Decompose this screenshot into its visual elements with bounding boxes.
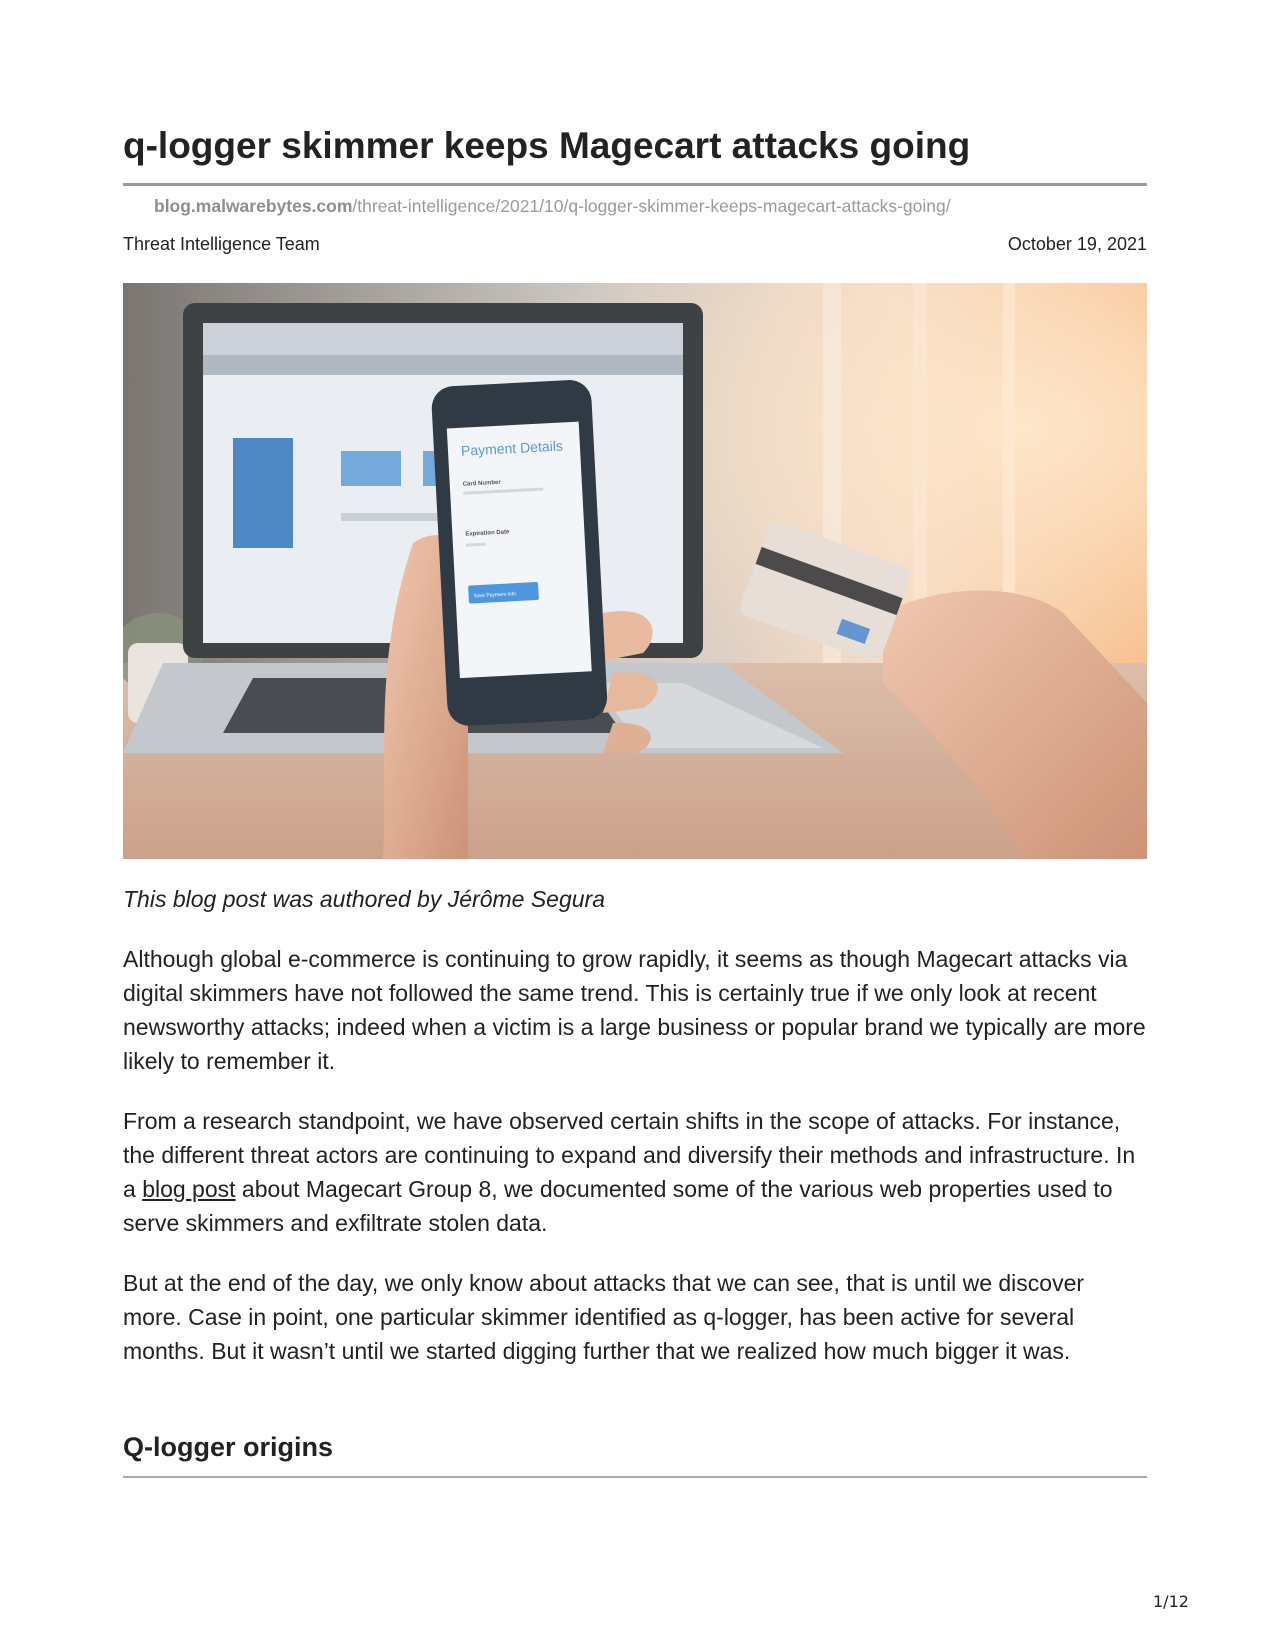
byline (123, 234, 1147, 255)
hero-image (123, 283, 1147, 859)
author-name: Threat Intelligence Team (123, 234, 320, 254)
paragraph-1: Although global e-commerce is continuing to grow rapidly, it seems as though Magecart attacks via digital skimmers have not followed the same trend. This is certainly true if we only look at recent newsworthy attacks; indeed when a victim is a large business or popular brand we typically are more likely to remember it. (123, 946, 1146, 1074)
save-payment-button-label: Save Payment Info (473, 591, 516, 600)
card-number-label: Card Number (462, 479, 501, 488)
section-heading: Q-logger origins (123, 1432, 334, 1462)
source-url[interactable] (154, 196, 951, 217)
paragraph-3: But at the end of the day, we only know about attacks that we can see, that is until we discover more. Case in point, one particular skimmer identified as q-logger, has been active for several months. But it wasn’t until we started digging further that we realized how much bigger it was. (123, 1270, 1085, 1364)
article-title: q-logger skimmer keeps Magecart attacks going (123, 125, 971, 166)
authored-by-note: This blog post was authored by Jérôme Segura (123, 886, 605, 912)
url-path: /threat-intelligence/2021/10/q-logger-skimmer-keeps-magecart-attacks-going/ (352, 196, 951, 216)
blog-post-link[interactable]: blog post (142, 1176, 236, 1202)
paragraph-2-text-before: From a research standpoint, we have observed certain shifts in the scope of attacks. For instance, the different threat actors are continuing to expand and diversify their methods and infrastructure. In a (123, 1108, 1136, 1202)
page-number: 1/12 (1153, 1592, 1189, 1611)
url-domain: blog.malwarebytes.com (154, 196, 353, 216)
phone-screen-title: Payment Details (460, 437, 564, 459)
section-divider (123, 1476, 1147, 1478)
paragraph-2-text-after: about Magecart Group 8, we documented some of the various web properties used to serve skimmers and exfiltrate stolen data. (123, 1176, 1113, 1236)
title-divider (123, 183, 1147, 186)
expiration-date-label: Expiration Date (465, 529, 510, 538)
paragraph-2 (123, 1104, 1147, 1240)
publish-date: October 19, 2021 (1007, 234, 1147, 254)
